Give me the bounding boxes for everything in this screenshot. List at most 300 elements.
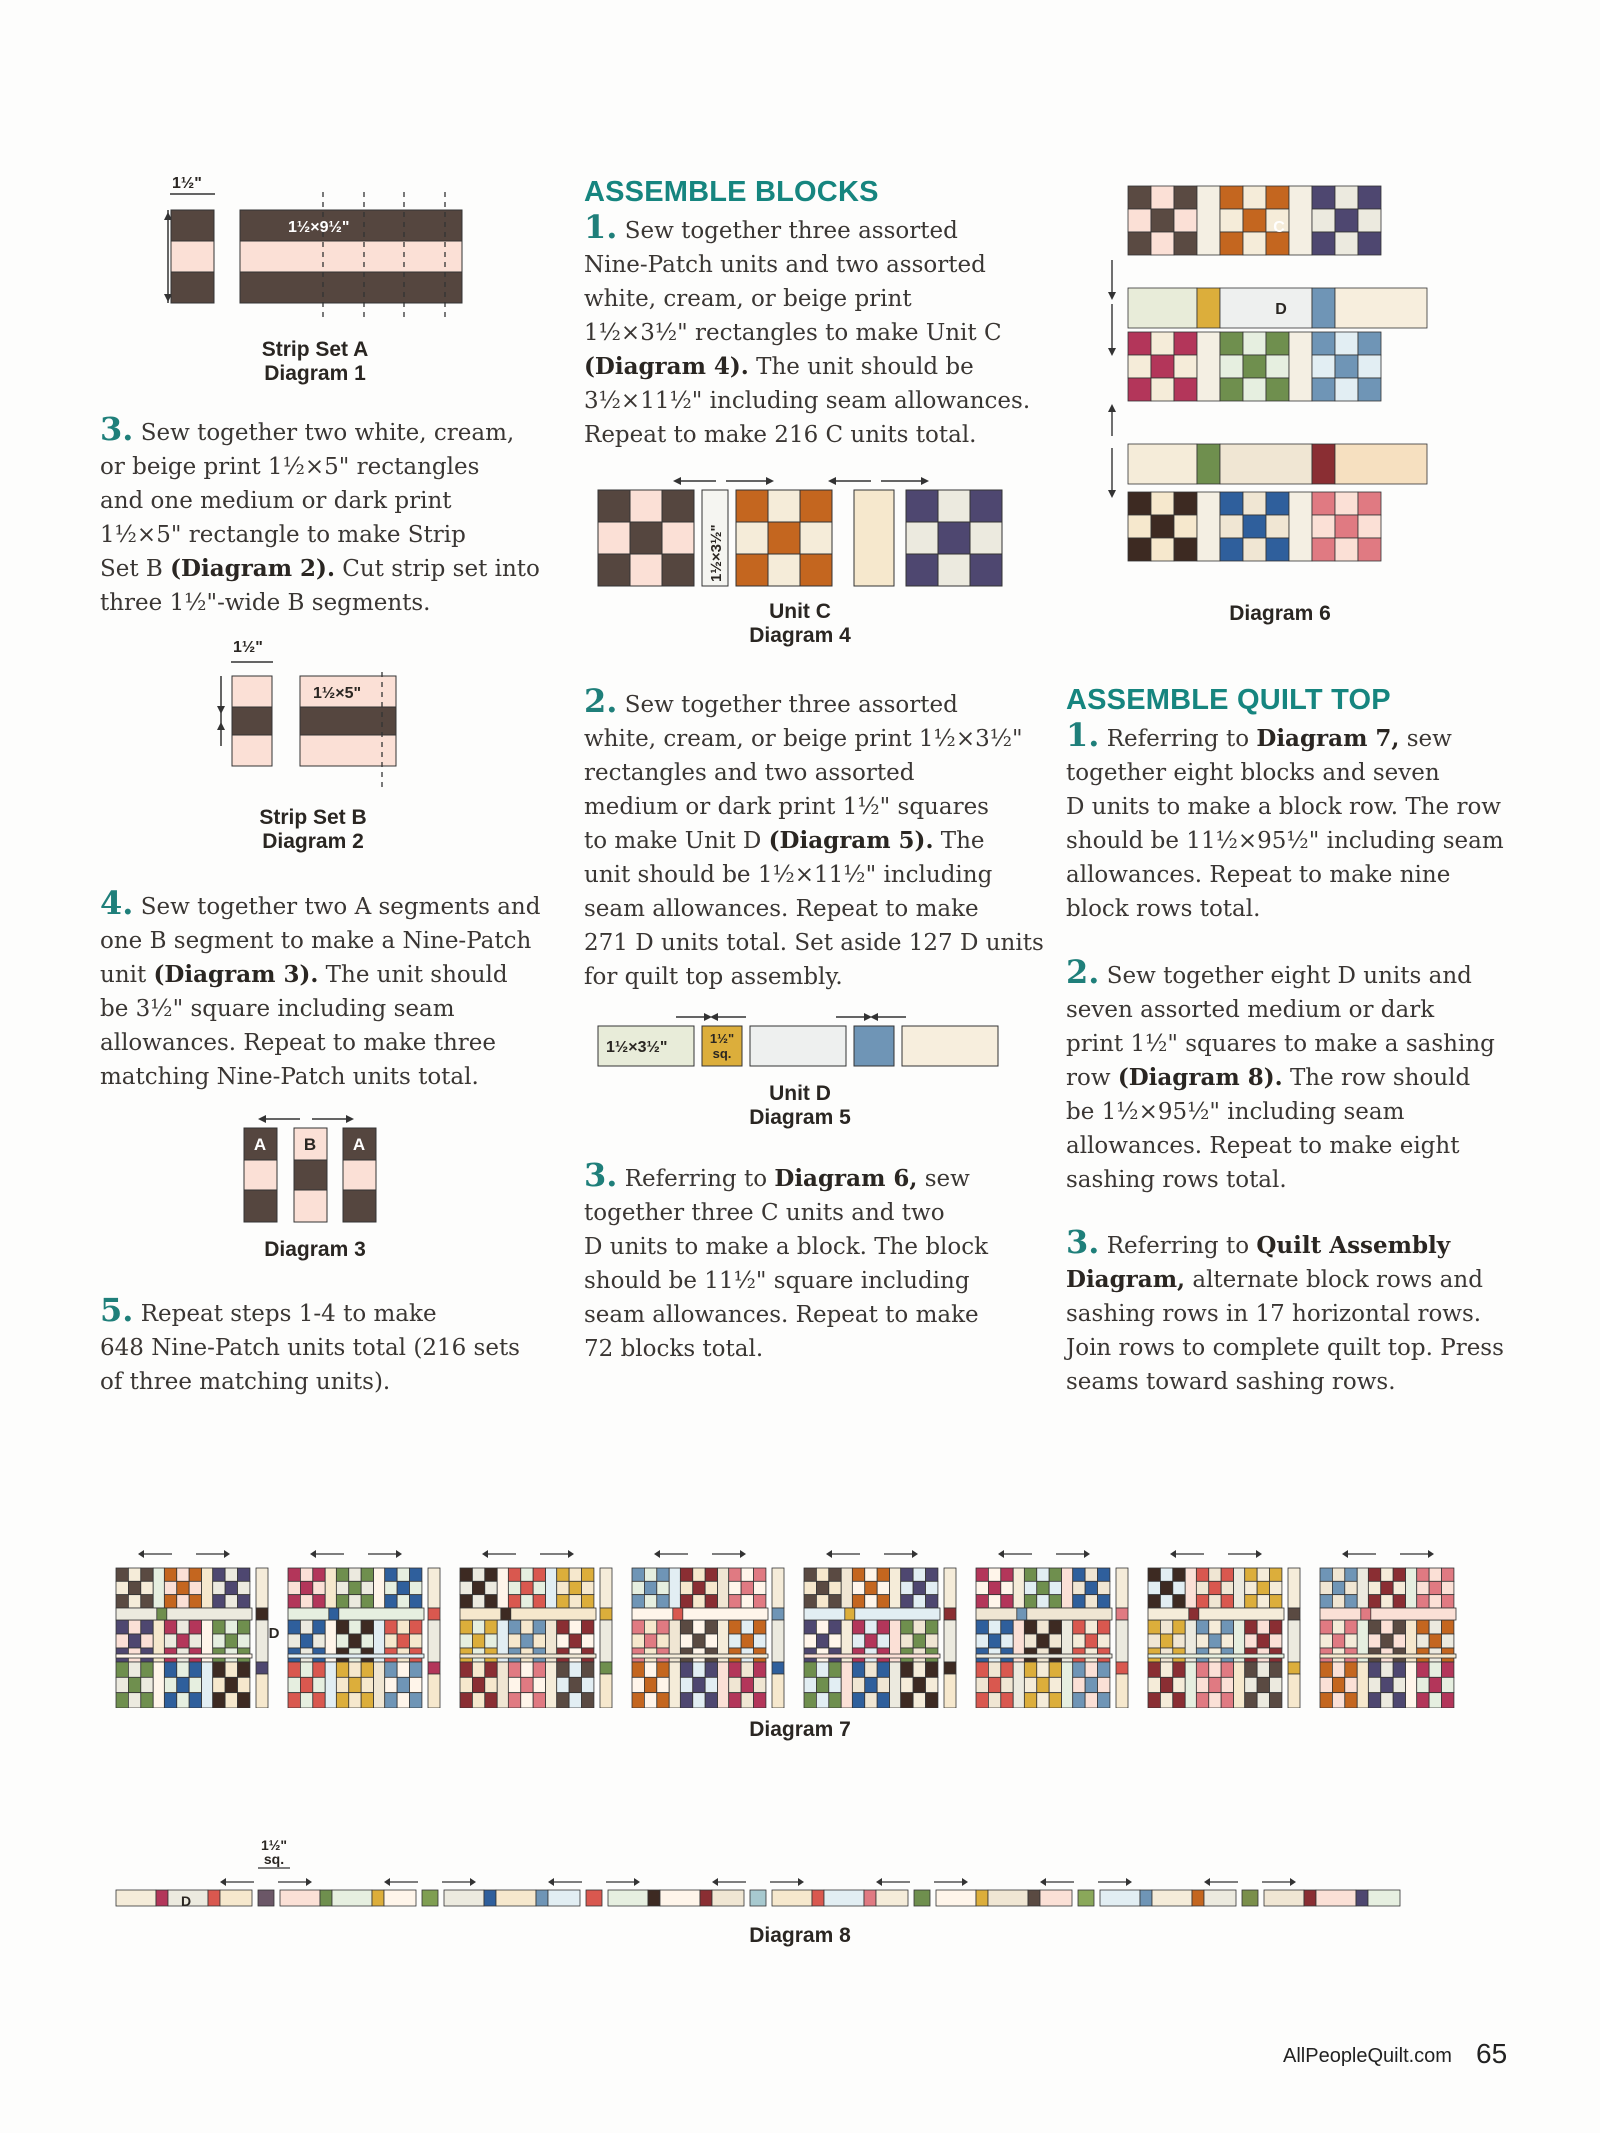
nine-patch-square [1148,1595,1160,1608]
step-number: 3. [584,1156,618,1194]
nine-patch-square [557,1581,569,1594]
nine-patch-square [1417,1677,1429,1692]
nine-patch-square [521,1634,533,1648]
d-unit-square [673,1608,683,1620]
diagram-reference: Diagram, [1066,1266,1186,1293]
left-step-3 [100,412,540,620]
sashing-d-piece [1116,1620,1128,1662]
nine-patch-square [385,1634,397,1648]
diagram1-caption-line2: Diagram 1 [264,362,366,385]
nine-patch-square [729,1568,741,1581]
nine-patch-square [877,1581,889,1594]
nine-patch-square [1429,1581,1441,1594]
nine-patch-square [385,1568,397,1581]
nine-patch-square [1393,1662,1405,1677]
step-number: 5. [100,1291,134,1329]
nine-patch-square [472,1595,484,1608]
step-text: Nine-Patch units and two assorted [584,252,986,278]
nine-patch-square [1148,1581,1160,1594]
step-text: Sew together eight D units and [1106,963,1472,989]
nine-patch-square [1049,1595,1061,1608]
nine-patch-square [1270,1662,1282,1677]
nine-patch-square [238,1677,250,1692]
nine-patch-square [1173,1595,1185,1608]
nine-patch-square [657,1677,669,1692]
nine-patch-square [508,1662,520,1677]
diagram2-dim-label: 1½" [233,639,263,656]
d-unit-piece [116,1890,156,1906]
nine-patch-square [1085,1677,1097,1692]
nine-patch-square [1266,492,1289,515]
nine-patch-square [1174,492,1197,515]
nine-patch-square [1001,1581,1013,1594]
assemble-quilt-top-heading: ASSEMBLE QUILT TOP [1066,684,1391,716]
nine-patch-square [460,1662,472,1677]
c-unit-rectangle [1357,1662,1368,1708]
nine-patch-square [189,1581,201,1594]
nine-patch-square [361,1620,373,1634]
nine-patch-square [852,1568,864,1581]
nine-patch-square [1257,1677,1269,1692]
left-step-5 [100,1293,550,1399]
arrow-head [306,1878,312,1886]
nine-patch-square [1442,1595,1454,1608]
diagram5-sq-label-line1: 1½" [709,1031,735,1046]
diagram7-label-d: D [268,1625,280,1642]
nine-patch-square [913,1677,925,1692]
nine-patch-square [644,1634,656,1648]
nine-patch-square [238,1568,250,1581]
nine-patch-square [288,1568,300,1581]
diagram1-strip-label: 1½×9½" [288,219,350,236]
nine-patch-square [754,1662,766,1677]
nine-patch-square [865,1620,877,1634]
c-unit-rectangle [1406,1662,1417,1708]
arrow-head [1170,1550,1176,1558]
nine-patch-square [164,1568,176,1581]
d-unit-piece [988,1890,1028,1906]
nine-patch-square [1266,332,1289,355]
nine-patch-square [1160,1677,1172,1692]
nine-patch-square [913,1595,925,1608]
nine-patch-square [1417,1662,1429,1677]
diagram4-caption-line1: Unit C [769,600,831,623]
nine-patch-square [1221,1568,1233,1581]
step-text: row [1066,1065,1118,1091]
sashing-row-illustration [114,1836,1488,1916]
nine-patch-square [128,1581,140,1594]
sashing-d-piece [1288,1620,1300,1662]
nine-patch-square [1243,538,1266,561]
nine-patch-square [225,1634,237,1648]
nine-patch-square [901,1620,913,1634]
nine-patch-square [816,1662,828,1677]
d-unit-piece [548,1890,580,1906]
arrow-head [220,1878,226,1886]
nine-patch-square [472,1677,484,1692]
nine-patch-square [1345,1568,1357,1581]
nine-patch-square [1243,492,1266,515]
nine-patch-square [1001,1634,1013,1648]
nine-patch-square [1049,1677,1061,1692]
nine-patch-square [865,1581,877,1594]
nine-patch-square [657,1568,669,1581]
nine-patch-square [657,1620,669,1634]
sashing-d-piece [428,1674,440,1708]
nine-patch-square [976,1693,988,1708]
nine-patch-square [1270,1693,1282,1708]
nine-patch-square [141,1620,153,1634]
diagram8-label-d: D [180,1893,192,1909]
arrow-head [470,1878,476,1886]
sashing-d-square [256,1608,268,1620]
nine-patch-square [1393,1620,1405,1634]
d-unit-piece [976,1890,988,1906]
c-unit-rectangle [1234,1662,1245,1708]
step-text: 1½×5" rectangle to make Strip [100,522,466,548]
nine-patch-square [485,1568,497,1581]
nine-patch-square [1345,1693,1357,1708]
nine-patch-square [693,1693,705,1708]
nine-patch-square [1442,1568,1454,1581]
nine-patch-square [741,1634,753,1648]
nine-patch-square [816,1620,828,1634]
nine-patch-square [472,1662,484,1677]
nine-patch-square [238,1620,250,1634]
nine-patch-square [1257,1595,1269,1608]
arrow-head [1342,1550,1348,1558]
diagram2-strip-label: 1½×5" [313,685,362,702]
step-number: 1. [1066,716,1100,754]
nine-patch-square [410,1595,422,1608]
nine-patch-square [926,1568,938,1581]
nine-patch-square [472,1568,484,1581]
step-text: sashing rows in 17 horizontal rows. [1066,1301,1482,1327]
nine-patch-square [741,1662,753,1677]
nine-patch-square [1266,515,1289,538]
diagram1-caption-line1: Strip Set A [261,338,369,361]
nine-patch-square [1266,378,1289,401]
nine-patch-square [397,1595,409,1608]
nine-patch-square [705,1662,717,1677]
nine-patch-square [141,1581,153,1594]
nine-patch-square [988,1568,1000,1581]
c-unit-rectangle [546,1568,557,1608]
nine-patch-square [1221,1693,1233,1708]
nine-patch-square [213,1620,225,1634]
nine-patch-square [288,1620,300,1634]
nine-patch-square [128,1662,140,1677]
nine-patch-square [177,1595,189,1608]
d-unit-piece [208,1890,220,1906]
block-row-illustration [114,1546,1488,1708]
step-text: Referring to [624,1166,775,1192]
nine-patch-square [1173,1662,1185,1677]
nine-patch-square [397,1662,409,1677]
nine-patch-square [472,1693,484,1708]
nine-patch-square [1173,1634,1185,1648]
nine-patch-square [1073,1568,1085,1581]
nine-patch-square [189,1634,201,1648]
nine-patch-square [1196,1581,1208,1594]
d-unit-piece [976,1654,1112,1658]
nine-patch-square [852,1677,864,1692]
nine-patch-square [1335,332,1358,355]
step-number: 4. [100,884,134,922]
diagram2-caption [193,806,433,854]
nine-patch-square [976,1677,988,1692]
step-text: Sew together three assorted [624,692,958,718]
nine-patch-square [1257,1620,1269,1634]
nine-patch-square [460,1568,472,1581]
nine-patch-square [1266,186,1289,209]
nine-patch-square [1151,232,1174,255]
nine-patch-square [460,1693,472,1708]
nine-patch-square [926,1662,938,1677]
nine-patch-square [804,1581,816,1594]
nine-patch-square [189,1595,201,1608]
c-unit-rectangle [497,1568,508,1608]
nine-patch-square [988,1581,1000,1594]
nine-patch-square [485,1581,497,1594]
nine-patch-square [741,1693,753,1708]
step-text: sew [917,1166,970,1192]
nine-patch-square [852,1595,864,1608]
sashing-d-square [772,1608,784,1620]
nine-patch-square [680,1634,692,1648]
nine-patch-square [460,1620,472,1634]
d-unit-piece [1320,1654,1456,1658]
nine-patch-square [976,1662,988,1677]
nine-patch-square [1393,1581,1405,1594]
nine-patch-square [336,1693,348,1708]
d-unit-piece [976,1608,1112,1620]
nine-patch-square [1209,1620,1221,1634]
nine-patch-square [1209,1634,1221,1648]
step-text: allowances. Repeat to make nine [1066,862,1451,888]
arrow-head [962,1878,968,1886]
nine-patch-square [1174,186,1197,209]
nine-patch-square [816,1693,828,1708]
sashing-square [258,1890,274,1906]
nine-patch-square [865,1634,877,1648]
nine-patch-square [533,1620,545,1634]
nine-patch-square [1270,1620,1282,1634]
d-unit-piece [936,1890,976,1906]
diagram-8 [114,1836,1488,1916]
nine-patch-square [1151,538,1174,561]
nine-patch-square [300,1662,312,1677]
nine-patch-square [485,1677,497,1692]
nine-patch-square [349,1634,361,1648]
nine-patch-square [816,1677,828,1692]
diagram5-sq-label-line2: sq. [712,1046,732,1061]
diagram1-caption [195,338,435,386]
nine-patch-square [1358,515,1381,538]
nine-patch-square [913,1620,925,1634]
nine-patch-square [1335,515,1358,538]
nine-patch-square [754,1634,766,1648]
nine-patch-square [533,1693,545,1708]
nine-patch-square [926,1595,938,1608]
nine-patch-square [485,1595,497,1608]
d-unit-piece [536,1890,548,1906]
nine-patch-square [1085,1620,1097,1634]
sashing-d-piece [1116,1568,1128,1608]
nine-patch-square [1037,1581,1049,1594]
arrow-head [384,1878,390,1886]
nine-patch-square [1332,1620,1344,1634]
nine-patch-square [1429,1634,1441,1648]
nine-patch-square [644,1595,656,1608]
step-text: to make Unit D [584,828,769,854]
diagram1-dim-label: 1½" [172,175,202,192]
d-unit-piece [288,1654,424,1658]
d-unit-piece [280,1890,320,1906]
nine-patch-square [582,1693,594,1708]
nine-patch-square [485,1634,497,1648]
nine-patch-square [829,1595,841,1608]
nine-patch-square [1151,378,1174,401]
nine-patch-square [1148,1634,1160,1648]
step-text: unit [100,962,154,988]
nine-patch-square [852,1662,864,1677]
nine-patch-square [521,1662,533,1677]
nine-patch-square [1243,515,1266,538]
step-text: allowances. Repeat to make three [100,1030,496,1056]
nine-patch-square [336,1677,348,1692]
nine-patch-square [1073,1662,1085,1677]
diagram-reference: (Diagram 4). [584,353,749,380]
diagram-reference: (Diagram 3). [153,961,319,988]
nine-patch-square [164,1595,176,1608]
d-unit-piece [1192,1890,1204,1906]
nine-patch-square [1245,1620,1257,1634]
nine-patch-square [865,1568,877,1581]
nine-patch-square [729,1693,741,1708]
nine-patch-square [852,1634,864,1648]
nine-patch-square [1335,355,1358,378]
d-unit-square [157,1608,167,1620]
sashing-d-square [772,1662,784,1674]
nine-patch-square [521,1693,533,1708]
step-text: 72 blocks total. [584,1336,764,1362]
nine-patch-square [1151,332,1174,355]
arrow-head [1204,1878,1210,1886]
diagram-2 [205,636,425,796]
nine-patch-square [680,1568,692,1581]
step-text: The row should [1282,1065,1471,1091]
nine-patch-square [632,1634,644,1648]
nine-patch-square [1151,492,1174,515]
step-text: one B segment to make a Nine-Patch [100,928,532,954]
nine-patch-square [1128,332,1151,355]
nine-patch-square [1335,186,1358,209]
nine-patch-square [557,1634,569,1648]
nine-patch-square [141,1693,153,1708]
nine-patch-square [901,1677,913,1692]
nine-patch-square [410,1620,422,1634]
nine-patch-square [177,1581,189,1594]
nine-patch-square [1128,492,1151,515]
c-unit-rectangle [718,1662,729,1708]
nine-patch-square [1429,1595,1441,1608]
nine-patch-square [829,1662,841,1677]
arrow-head [310,1550,316,1558]
nine-patch-square [385,1620,397,1634]
nine-patch-square [729,1620,741,1634]
nine-patch-square [1073,1634,1085,1648]
nine-patch-square [288,1595,300,1608]
nine-patch-square [569,1662,581,1677]
d-unit-piece [1100,1890,1140,1906]
nine-patch-square [582,1581,594,1594]
nine-patch-square [1243,186,1266,209]
c-unit-rectangle [1197,492,1220,561]
nine-patch-square [693,1595,705,1608]
nine-patch-square [1173,1620,1185,1634]
d-unit-piece [484,1890,496,1906]
nine-patch-square [1128,355,1151,378]
nine-patch-square [533,1634,545,1648]
nine-patch-square [913,1568,925,1581]
nine-patch-square [1128,186,1151,209]
nine-patch-square [1368,1568,1380,1581]
sashing-square [1078,1890,1094,1906]
nine-patch-square [569,1634,581,1648]
diagram6-caption: Diagram 6 [1229,602,1331,625]
d-unit-piece [332,1890,372,1906]
nine-patch-square [1196,1693,1208,1708]
nine-patch-square [1429,1662,1441,1677]
nine-patch-square [1049,1693,1061,1708]
nine-patch-square [976,1568,988,1581]
nine-patch-square [336,1634,348,1648]
nine-patch-square [1368,1677,1380,1692]
step-text: 1½×3½" rectangles to make Unit C [584,320,1002,346]
nine-patch-square [1128,378,1151,401]
c-unit-rectangle [325,1568,336,1608]
d-unit-piece [460,1654,596,1658]
nine-patch-square [288,1581,300,1594]
nine-patch-square [1312,232,1335,255]
nine-patch-square [582,1568,594,1581]
step-text: Sew together two white, cream, [140,420,515,446]
nine-patch-square [829,1677,841,1692]
nine-patch-square [1151,186,1174,209]
d-unit-piece [1148,1654,1284,1658]
d-unit-piece [1312,444,1335,484]
nine-patch-square [1073,1620,1085,1634]
nine-patch-square [901,1634,913,1648]
nine-patch-square [988,1620,1000,1634]
nine-patch-square [1429,1693,1441,1708]
nine-patch-square [238,1595,250,1608]
c-unit-rectangle [1062,1662,1073,1708]
nine-patch-square [164,1634,176,1648]
diagram8-sq-label-line1: 1½" [260,1837,288,1853]
nine-patch-square [300,1693,312,1708]
nine-patch-square [397,1620,409,1634]
step-text: seam allowances. Repeat to make [584,896,979,922]
nine-patch-square [385,1595,397,1608]
nine-patch-square [829,1581,841,1594]
diagram3-label-a1: A [253,1135,267,1154]
nine-patch-square [1417,1581,1429,1594]
arrow-head [654,1550,660,1558]
nine-patch-square [1148,1693,1160,1708]
diagram7-caption: Diagram 7 [749,1718,851,1741]
